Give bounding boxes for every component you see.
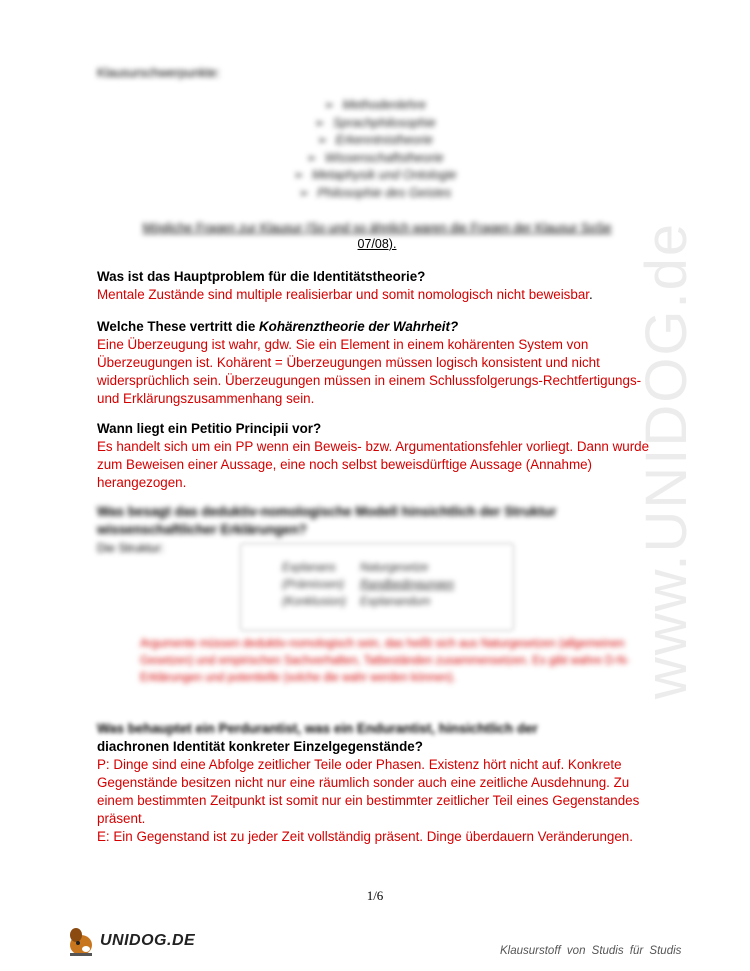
questions-title-date: 07/08). (357, 237, 397, 251)
topic-item: ➢ Sprachphilosophie (314, 115, 436, 130)
answer-endurantist: E: Ein Gegenstand ist zu jeder Zeit vollständig präsent. Dinge überdauern Veränderungen. (97, 829, 633, 844)
logo-text: UNIDOG.DE (100, 932, 196, 949)
structure-label: Die Struktur: (97, 541, 164, 555)
question-text-line2: diachronen Identität konkreter Einzelgegenstände? (97, 739, 423, 754)
question-text: Was besagt das deduktiv-nomologische Modell hinsichtlich der Struktur wissenschaftlicher Erklärungen? (97, 504, 557, 537)
dn-row: (Konklusion) Explanandum (282, 596, 431, 608)
topic-item: ➢ Methodenlehre (324, 98, 426, 112)
questions-title (97, 220, 657, 252)
topic-item: ➢ Erkenntnistheorie (317, 133, 433, 148)
topic-item: ➢ Wissenschaftstheorie (306, 150, 444, 165)
topic-item: ➢ Philosophie des Geistes (298, 185, 452, 200)
unidog-logo (66, 925, 195, 957)
question-text-line1: Was behauptet ein Perdurantist, was ein Endurantist, hinsichtlich der (97, 721, 538, 736)
answer-perdurantist: P: Dinge sind eine Abfolge zeitlicher Teile oder Phasen. Existenz hört nicht auf. Konkrete Gegenstände besitzen nicht nur eine räumlich sonder auch eine zeitliche Ausdehnung. Zu einem bestimmten Zeitpunkt ist somit nur ein bestimmter zeitlicher Teil eines Gegenstandes präsent. (97, 757, 640, 826)
dn-row: Explanans Naturgesetze (282, 562, 429, 574)
answer-text: Mentale Zustände sind multiple realisierbar und somit nomologisch nicht beweisbar. (97, 287, 593, 302)
questions-title-line1: Mögliche Fragen zur Klausur (So und so ähnlich waren die Fragen der Klausur SoSe (142, 221, 612, 235)
dn-row: (Prämissen) Randbedingungen (282, 579, 455, 591)
watermark: www.UNIDOG.de (634, 221, 700, 699)
exam-focus-heading: Klausurschwerpunkte: (97, 66, 220, 80)
question-block-1 (97, 268, 657, 304)
question-block-3 (97, 420, 657, 492)
question-block-2 (97, 318, 657, 408)
answer-text: Eine Überzeugung ist wahr, gdw. Sie ein Element in einem kohärenten System von Überzeugungen ist. Kohärent = Überzeugungen müssen logisch konsistent und nicht widersprüchlich sein. Überzeugungen müssen in einem Schlussfolgerungs-Rechtfertigungs- und Erklärungszusammenhang sein. (97, 337, 642, 406)
topic-item: ➢ Metaphysik und Ontologie (293, 168, 457, 183)
dog-icon (66, 925, 96, 957)
dn-answer-text: Argumente müssen deduktiv-nomologisch sein, das heißt sich aus Naturgesetzen (allgemeinen Gesetzen) und empirischen Sachverhalten, Tatbeständen zusammensetzen. Es gibt wahre D-N-Erklärungen und potentielle (solche die wahr werden können). (140, 638, 630, 684)
topic-list (0, 97, 750, 203)
footer-tagline: Klausurstoff von Studis für Studis (500, 945, 682, 957)
question-text: Welche These vertritt die Kohärenztheorie der Wahrheit? (97, 319, 459, 334)
page-number: 1/6 (366, 888, 384, 903)
answer-text: Es handelt sich um ein PP wenn ein Beweis- bzw. Argumentationsfehler vorliegt. Dann wurde zum Beweisen einer Aussage, eine noch selbst beweisdürftige Aussage (Annahme) herangezogen. (97, 439, 650, 490)
question-block-5 (97, 720, 657, 846)
question-text: Wann liegt ein Petitio Principii vor? (97, 421, 322, 436)
question-text: Was ist das Hauptproblem für die Identitätstheorie? (97, 269, 426, 284)
